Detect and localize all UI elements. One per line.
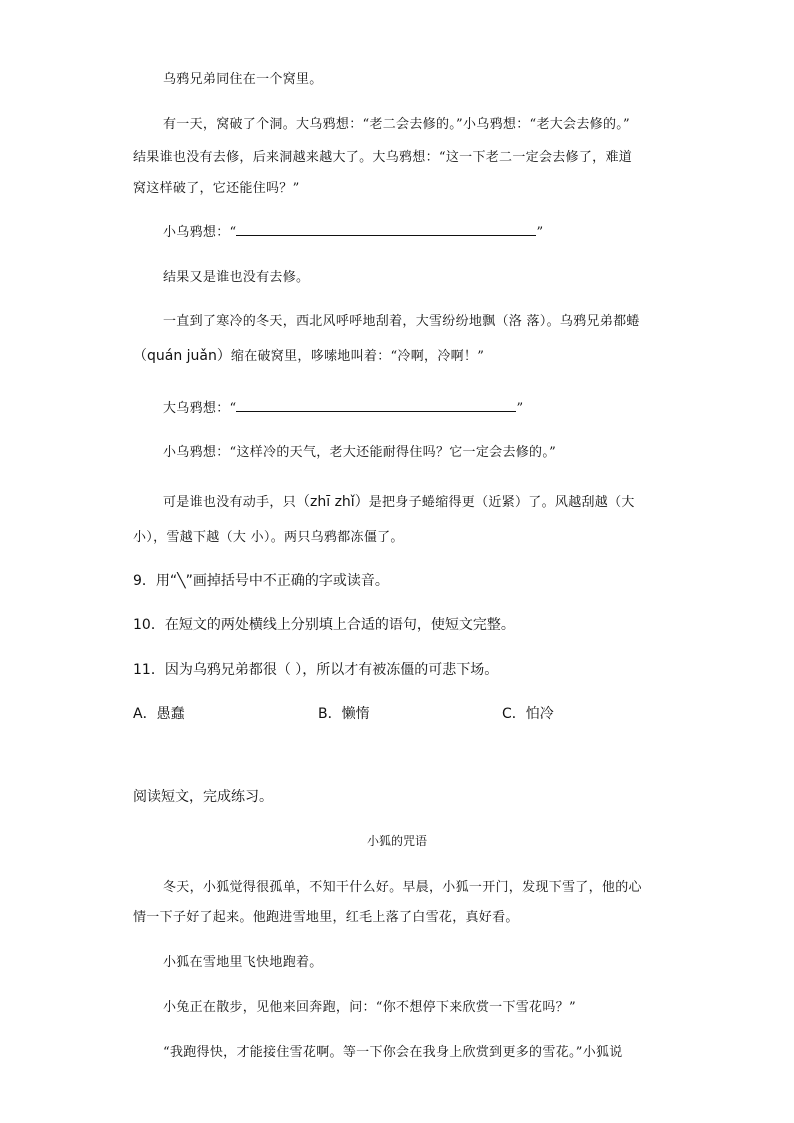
blank-2-prefix: 大乌鸦想：“ — [163, 401, 237, 416]
passage1-paragraph-2-line-3: 窝这样破了，它还能住吗？” — [133, 181, 300, 196]
blank-1-prefix: 小乌鸦想：“ — [163, 225, 237, 240]
passage1-paragraph-4: 结果又是谁也没有去修。 — [163, 270, 310, 285]
question-11: 11．因为乌鸦兄弟都很（ ），所以才有被冻僵的可悲下场。 — [133, 662, 499, 678]
option-c[interactable]: C．怕冷 — [502, 706, 554, 722]
passage1-paragraph-5-line-1: 一直到了寒冷的冬天，西北风呼呼地刮着，大雪纷纷地飘（洛 落）。乌鸦兄弟都蜷 — [163, 314, 640, 329]
passage1-paragraph-1: 乌鸦兄弟同住在一个窝里。 — [163, 72, 323, 87]
answer-blank-2[interactable] — [236, 399, 516, 412]
paragraph-5-rest: 缩在破窝里，哆嗦地叫着：“冷啊，冷啊！” — [230, 349, 485, 364]
paragraph-8-post: 是把身子蜷缩得更（近紧）了。风越刮越（大 — [368, 495, 635, 510]
answer-blank-1[interactable] — [236, 223, 536, 236]
question-10: 10．在短文的两处横线上分别填上合适的语句，使短文完整。 — [133, 617, 515, 633]
passage1-paragraph-5-line-2 — [133, 345, 484, 365]
pinyin-choice-quan-juan: （quán juǎn） — [133, 348, 231, 364]
passage2-paragraph-1-line-1: 冬天，小狐觉得很孤单，不知干什么好。早晨，小狐一开门，发现下雪了，他的心 — [163, 880, 642, 895]
passage1-blank-1-line — [163, 221, 543, 240]
paragraph-8-pre: 可是谁也没有动手，只 — [163, 495, 297, 510]
passage1-paragraph-8-line-1 — [163, 491, 635, 511]
passage2-paragraph-3: 小兔正在散步，见他来回奔跑，问：“你不想停下来欣赏一下雪花吗？” — [163, 1000, 576, 1015]
passage1-paragraph-2-line-2: 结果谁也没有去修，后来洞越来越大了。大乌鸦想：“这一下老二一定会去修了，难道 — [133, 150, 633, 165]
option-b[interactable]: B．懒惰 — [318, 706, 370, 722]
blank-2-suffix: ” — [516, 401, 524, 416]
passage-2-title: 小狐的咒语 — [366, 834, 427, 848]
passage2-paragraph-4: “我跑得快，才能接住雪花啊。等一下你会在我身上欣赏到更多的雪花。”小狐说 — [163, 1045, 623, 1060]
question-9: 9．用“╲”画掉括号中不正确的字或读音。 — [133, 573, 389, 589]
passage1-paragraph-2-line-1: 有一天，窝破了个洞。大乌鸦想：“老二会去修的。”小乌鸦想：“老大会去修的。” — [163, 117, 630, 132]
pinyin-choice-zhi: （zhī zhǐ） — [296, 494, 369, 510]
blank-1-suffix: ” — [536, 225, 544, 240]
passage2-paragraph-1-line-2: 情一下子好了起来。他跑进雪地里，红毛上落了白雪花，真好看。 — [133, 910, 519, 925]
passage1-paragraph-8-line-2: 小），雪越下越（大 小）。两只乌鸦都冻僵了。 — [133, 530, 404, 545]
passage1-paragraph-7: 小乌鸦想：“这样冷的天气，老大还能耐得住吗？它一定会去修的。” — [163, 445, 557, 460]
option-a[interactable]: A．愚蠢 — [133, 706, 185, 722]
section-2-instruction: 阅读短文，完成练习。 — [133, 789, 273, 805]
passage2-paragraph-2: 小狐在雪地里飞快地跑着。 — [163, 955, 323, 970]
passage1-blank-2-line — [163, 397, 523, 416]
